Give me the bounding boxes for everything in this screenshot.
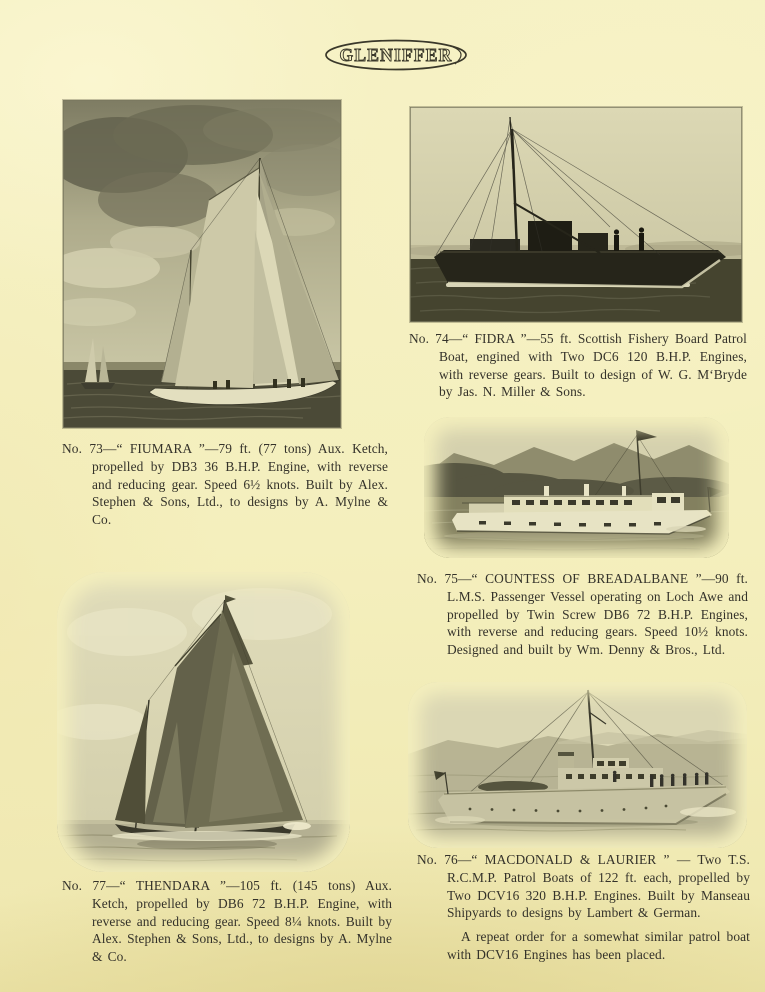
gleniffer-logo — [322, 37, 470, 73]
caption-no-76 — [417, 851, 750, 964]
countess-of-breadalbane-photo — [424, 417, 729, 558]
caption-text-73: No. 73—“ FIUMARA ”—79 ft. (77 tons) Aux. Ketch, propelled by DB3 36 B.H.P. Engine, with reverse and reducing gear. Speed 6½ knots. Built by Alex. Stephen & Sons, Ltd., to designs by A. Mylne & Co. — [62, 441, 388, 528]
macdonald-laurier-photo — [408, 682, 747, 848]
caption-text-74: No. 74—“ FIDRA ”—55 ft. Scottish Fishery Board Patrol Boat, engined with Two DC6 120 B.H.P. Engines, with reverse gears. Built to design of W. G. M‘Bryde by Jas. N. Miller & Sons. — [409, 331, 747, 400]
logo-text: GLENIFFER — [339, 45, 453, 65]
fidra-photo — [410, 107, 742, 322]
caption-text-76: No. 76—“ MACDONALD & LAURIER ” — Two T.S. R.C.M.P. Patrol Boats of 122 ft. each, propelled by Two DCV16 320 B.H.P. Engines. Built by Manseau Shipyards to designs by Lambert & German. — [417, 852, 750, 921]
caption-no-73 — [62, 440, 388, 529]
fiumara-photo — [63, 100, 341, 428]
caption-no-75 — [417, 570, 748, 659]
caption-text-77: No. 77—“ THENDARA ”—105 ft. (145 tons) Aux. Ketch, propelled by DB6 72 B.H.P. Engine, with reverse and reducing gear. Speed 8¼ knots. Built by Alex. Stephen & Sons, Ltd., to designs by A. Mylne & Co. — [62, 878, 392, 965]
caption-text-75: No. 75—“ COUNTESS OF BREADALBANE ”—90 ft. L.M.S. Passenger Vessel operating on Loch Awe and propelled by Twin Screw DB6 72 B.H.P. Engines, with reverse and reducing gears. Speed 10½ knots. Designed and built by Wm. Denny & Bros., Ltd. — [417, 571, 748, 658]
gleniffer-logo-icon — [322, 37, 470, 73]
caption-text-76-repeat-order: A repeat order for a somewhat similar patrol boat with DCV16 Engines has been placed. — [447, 929, 750, 962]
caption-no-74 — [409, 330, 747, 401]
thendara-photo — [57, 572, 350, 872]
caption-no-77 — [62, 877, 392, 966]
